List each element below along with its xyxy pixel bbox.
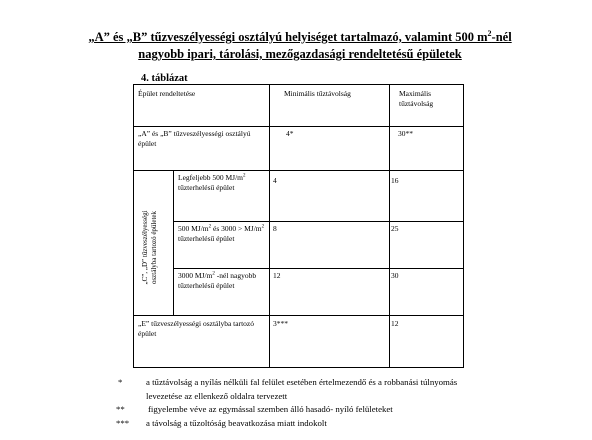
footnote-1-line-2: levezetése az ellenkező oldalra tervezett xyxy=(146,391,288,401)
row-cd1-minimum: 4 xyxy=(273,176,277,185)
row-cd2-label-suffix: tűzterhelésű épület xyxy=(178,233,235,243)
table-border-bottom xyxy=(133,367,464,368)
row-cd3-minimum: 12 xyxy=(273,271,281,280)
footnote-1-line-1: a tűztávolság a nyílás nélküli fal felület esetében értelmezendő és a robbanási túlnyomás xyxy=(146,377,458,387)
row-cd2-label-sup2: 2 xyxy=(261,224,265,230)
title-line1-suffix: -nél xyxy=(491,30,512,44)
row-e-minimum: 3*** xyxy=(273,319,288,328)
row-cd3-label-sup: 2 xyxy=(212,271,215,277)
footnote-2-mark: ** xyxy=(116,404,125,414)
row-cd2-label xyxy=(178,224,266,243)
footnote-3-text: a távolság a tűzoltóság beavatkozása miatt indokolt xyxy=(146,418,327,428)
row-cd1-label-suffix: tűzterhelésű épület xyxy=(178,182,235,192)
footnote-3-mark: *** xyxy=(116,418,130,428)
row-divider-ab xyxy=(133,170,464,171)
row-cd1-label-sup: 2 xyxy=(243,173,246,179)
row-cd3-label xyxy=(178,271,266,290)
row-cd2-label-sup: 2 xyxy=(208,224,212,230)
row-divider-header xyxy=(133,126,464,127)
row-e-maximum: 12 xyxy=(391,319,399,328)
document-title-line-2: nagyobb ipari, tárolási, mezőgazdasági rendeltetésű épületek xyxy=(138,47,462,61)
footnote-2-text: figyelembe véve az egymással szemben álló hasadó- nyíló felületeket xyxy=(148,404,393,414)
document-title-line-1 xyxy=(40,29,560,45)
title-line1-superscript: 2 xyxy=(487,28,492,38)
row-cd1-label-text: Legfeljebb 500 MJ/m xyxy=(178,173,243,182)
fire-distance-table xyxy=(133,84,464,368)
row-cd2-label-text: 500 MJ/m xyxy=(178,224,209,233)
footnote-1-mark: * xyxy=(118,377,123,387)
row-cd2-maximum: 25 xyxy=(391,224,399,233)
row-ab-minimum: 4* xyxy=(286,129,294,138)
row-divider-cd2 xyxy=(173,268,464,269)
table-border-top xyxy=(133,84,464,85)
title-line1-text: „A” és „B” tűzveszélyességi osztályú helyiséget tartalmazó, valamint 500 m xyxy=(88,30,488,44)
row-e-label: „E” tűzveszélyességi osztályba tartozó épület xyxy=(138,319,254,338)
row-divider-cd1 xyxy=(173,221,464,222)
row-cd2-minimum: 8 xyxy=(273,224,277,233)
col-divider-minimum xyxy=(269,84,270,368)
col-divider-maximum xyxy=(389,84,390,368)
row-cd3-maximum: 30 xyxy=(391,271,399,280)
row-ab-maximum: 30** xyxy=(398,129,413,138)
row-cd1-label xyxy=(178,173,266,192)
row-cd3-label-suffix: -nél nagyobb tűzterhelésű épület xyxy=(178,271,257,290)
row-cd1-maximum: 16 xyxy=(391,176,399,185)
header-minimum-distance: Minimális tűztávolság xyxy=(284,89,351,98)
header-purpose: Épület rendeltetése xyxy=(138,89,196,98)
row-cd3-label-text: 3000 MJ/m xyxy=(178,271,213,280)
group-cd-label: „C”, „D” tűzveszélyességi osztályba tartozó épületek xyxy=(141,210,158,285)
table-caption: 4. táblázat xyxy=(141,73,188,84)
row-ab-label: „A” és „B” tűzveszélyességi osztályú épület xyxy=(138,129,251,148)
header-maximum-distance: Maximális tűztávolság xyxy=(399,89,434,108)
row-cd2-label-mid: és 3000 > MJ/m xyxy=(211,224,262,233)
